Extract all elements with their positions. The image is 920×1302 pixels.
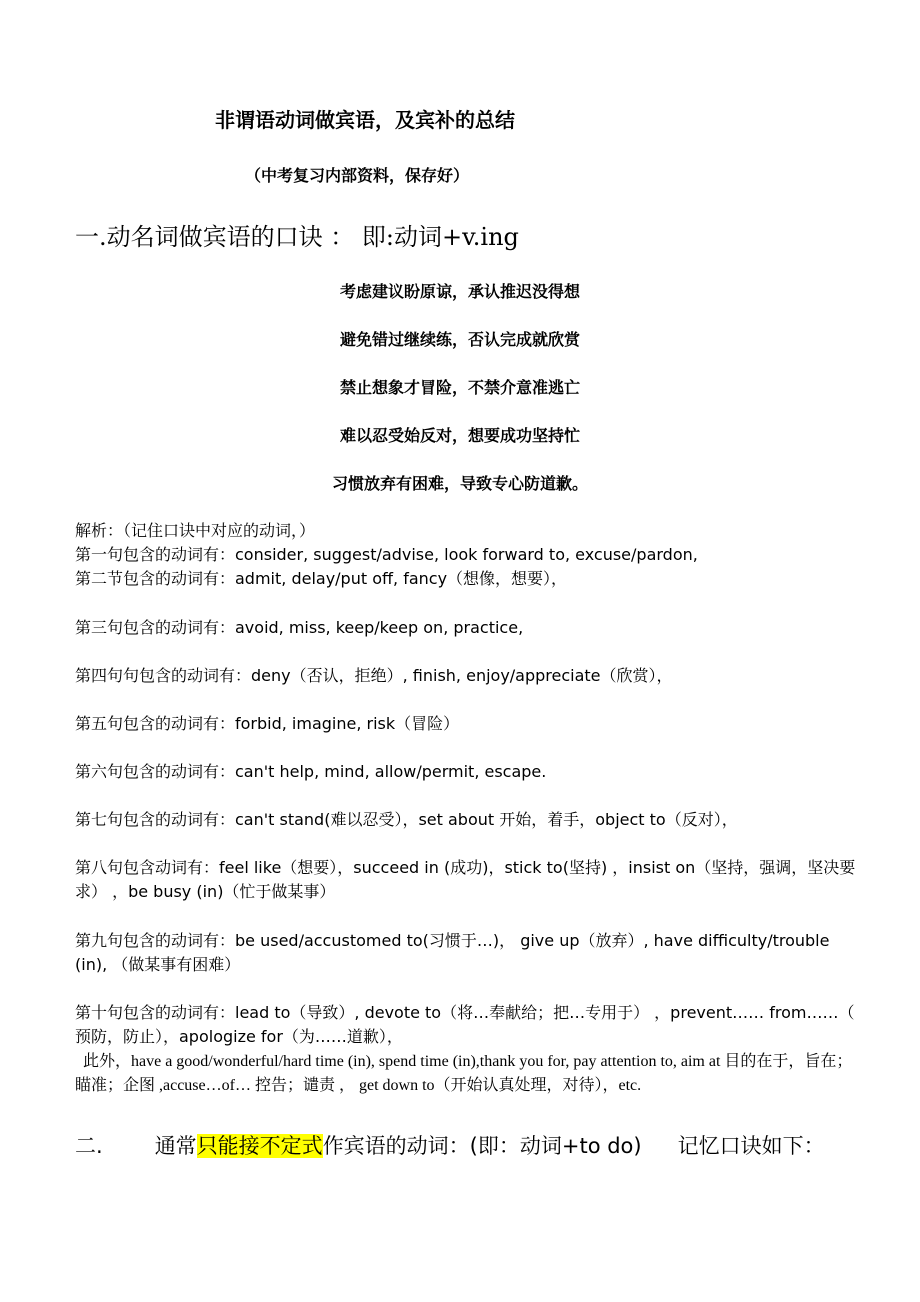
- highlighted-text: 只能接不定式: [196, 1134, 323, 1158]
- analysis-line-4: 第四句句包含的动词有：deny（否认，拒绝）, finish, enjoy/appreciate（欣赏），: [75, 666, 673, 685]
- analysis-line-9: 第九句包含的动词有：be used/accustomed to(习惯于…)， give up（放弃）, have difficulty/trouble (in), （做某事有困难）: [75, 931, 830, 974]
- analysis-label: 解析：（记住口诀中对应的动词，）: [75, 521, 316, 540]
- analysis-line-5: 第五句包含的动词有：forbid, imagine, risk（冒险）: [75, 714, 460, 733]
- analysis-line-2: 第二节包含的动词有：admit, delay/put off, fancy（想像，想要），: [75, 569, 568, 588]
- section2-heading: [75, 1130, 825, 1160]
- section2-pre: 通常: [154, 1134, 197, 1158]
- rhyme-line: 禁止想象才冒险，不禁介意准逃亡: [339, 378, 580, 397]
- analysis-line-6: 第六句包含的动词有：can't help, mind, allow/permit, escape.: [75, 762, 547, 781]
- section1-heading: 一.动名词做宾语的口诀 ： 即:动词+v.ing: [75, 223, 519, 251]
- analysis-line-1: 第一句包含的动词有：consider, suggest/advise, look forward to, excuse/pardon,: [75, 545, 698, 564]
- section2-tail: 记忆口诀如下：: [677, 1134, 825, 1158]
- analysis-line-3: 第三句包含的动词有：avoid, miss, keep/keep on, practice,: [75, 618, 524, 637]
- section2-post: 作宾语的动词：(即：动词+to do): [322, 1134, 642, 1158]
- rhyme-line: 难以忍受始反对，想要成功坚持忙: [339, 426, 580, 445]
- analysis-line-7: 第七句包含的动词有：can't stand(难以忍受），set about 开始，着手，object to（反对），: [75, 810, 738, 829]
- rhyme-line: 避免错过继续练，否认完成就欣赏: [339, 330, 580, 349]
- analysis-extra: 此外，have a good/wonderful/hard time (in), spend time (in),thank you for, pay attention to, aim at 目的在于，旨在；瞄准；企图 ,accuse…of… 控告；谴责 ， get down to（开始认真处理，对待），etc.: [75, 1053, 853, 1094]
- analysis-line-8: 第八句包含动词有：feel like（想要），succeed in (成功)，stick to(坚持) ，insist on（坚持，强调，坚决要求） ，be busy (in)（忙于做某事）: [75, 858, 856, 901]
- rhyme-line: 考虑建议盼原谅，承认推迟没得想: [339, 282, 580, 301]
- analysis-line-10: 第十句包含的动词有：lead to（导致）, devote to（将…奉献给；把…专用于） ，prevent…… from……（ 预防，防止），apologize for（为……道歉），: [75, 1003, 855, 1046]
- document-title: 非谓语动词做宾语，及宾补的总结: [215, 108, 515, 132]
- section2-number: 二.: [75, 1134, 103, 1158]
- rhyme-line: 习惯放弃有困难，导致专心防道歉。: [331, 474, 588, 493]
- document-subtitle: （中考复习内部资料，保存好）: [244, 166, 469, 185]
